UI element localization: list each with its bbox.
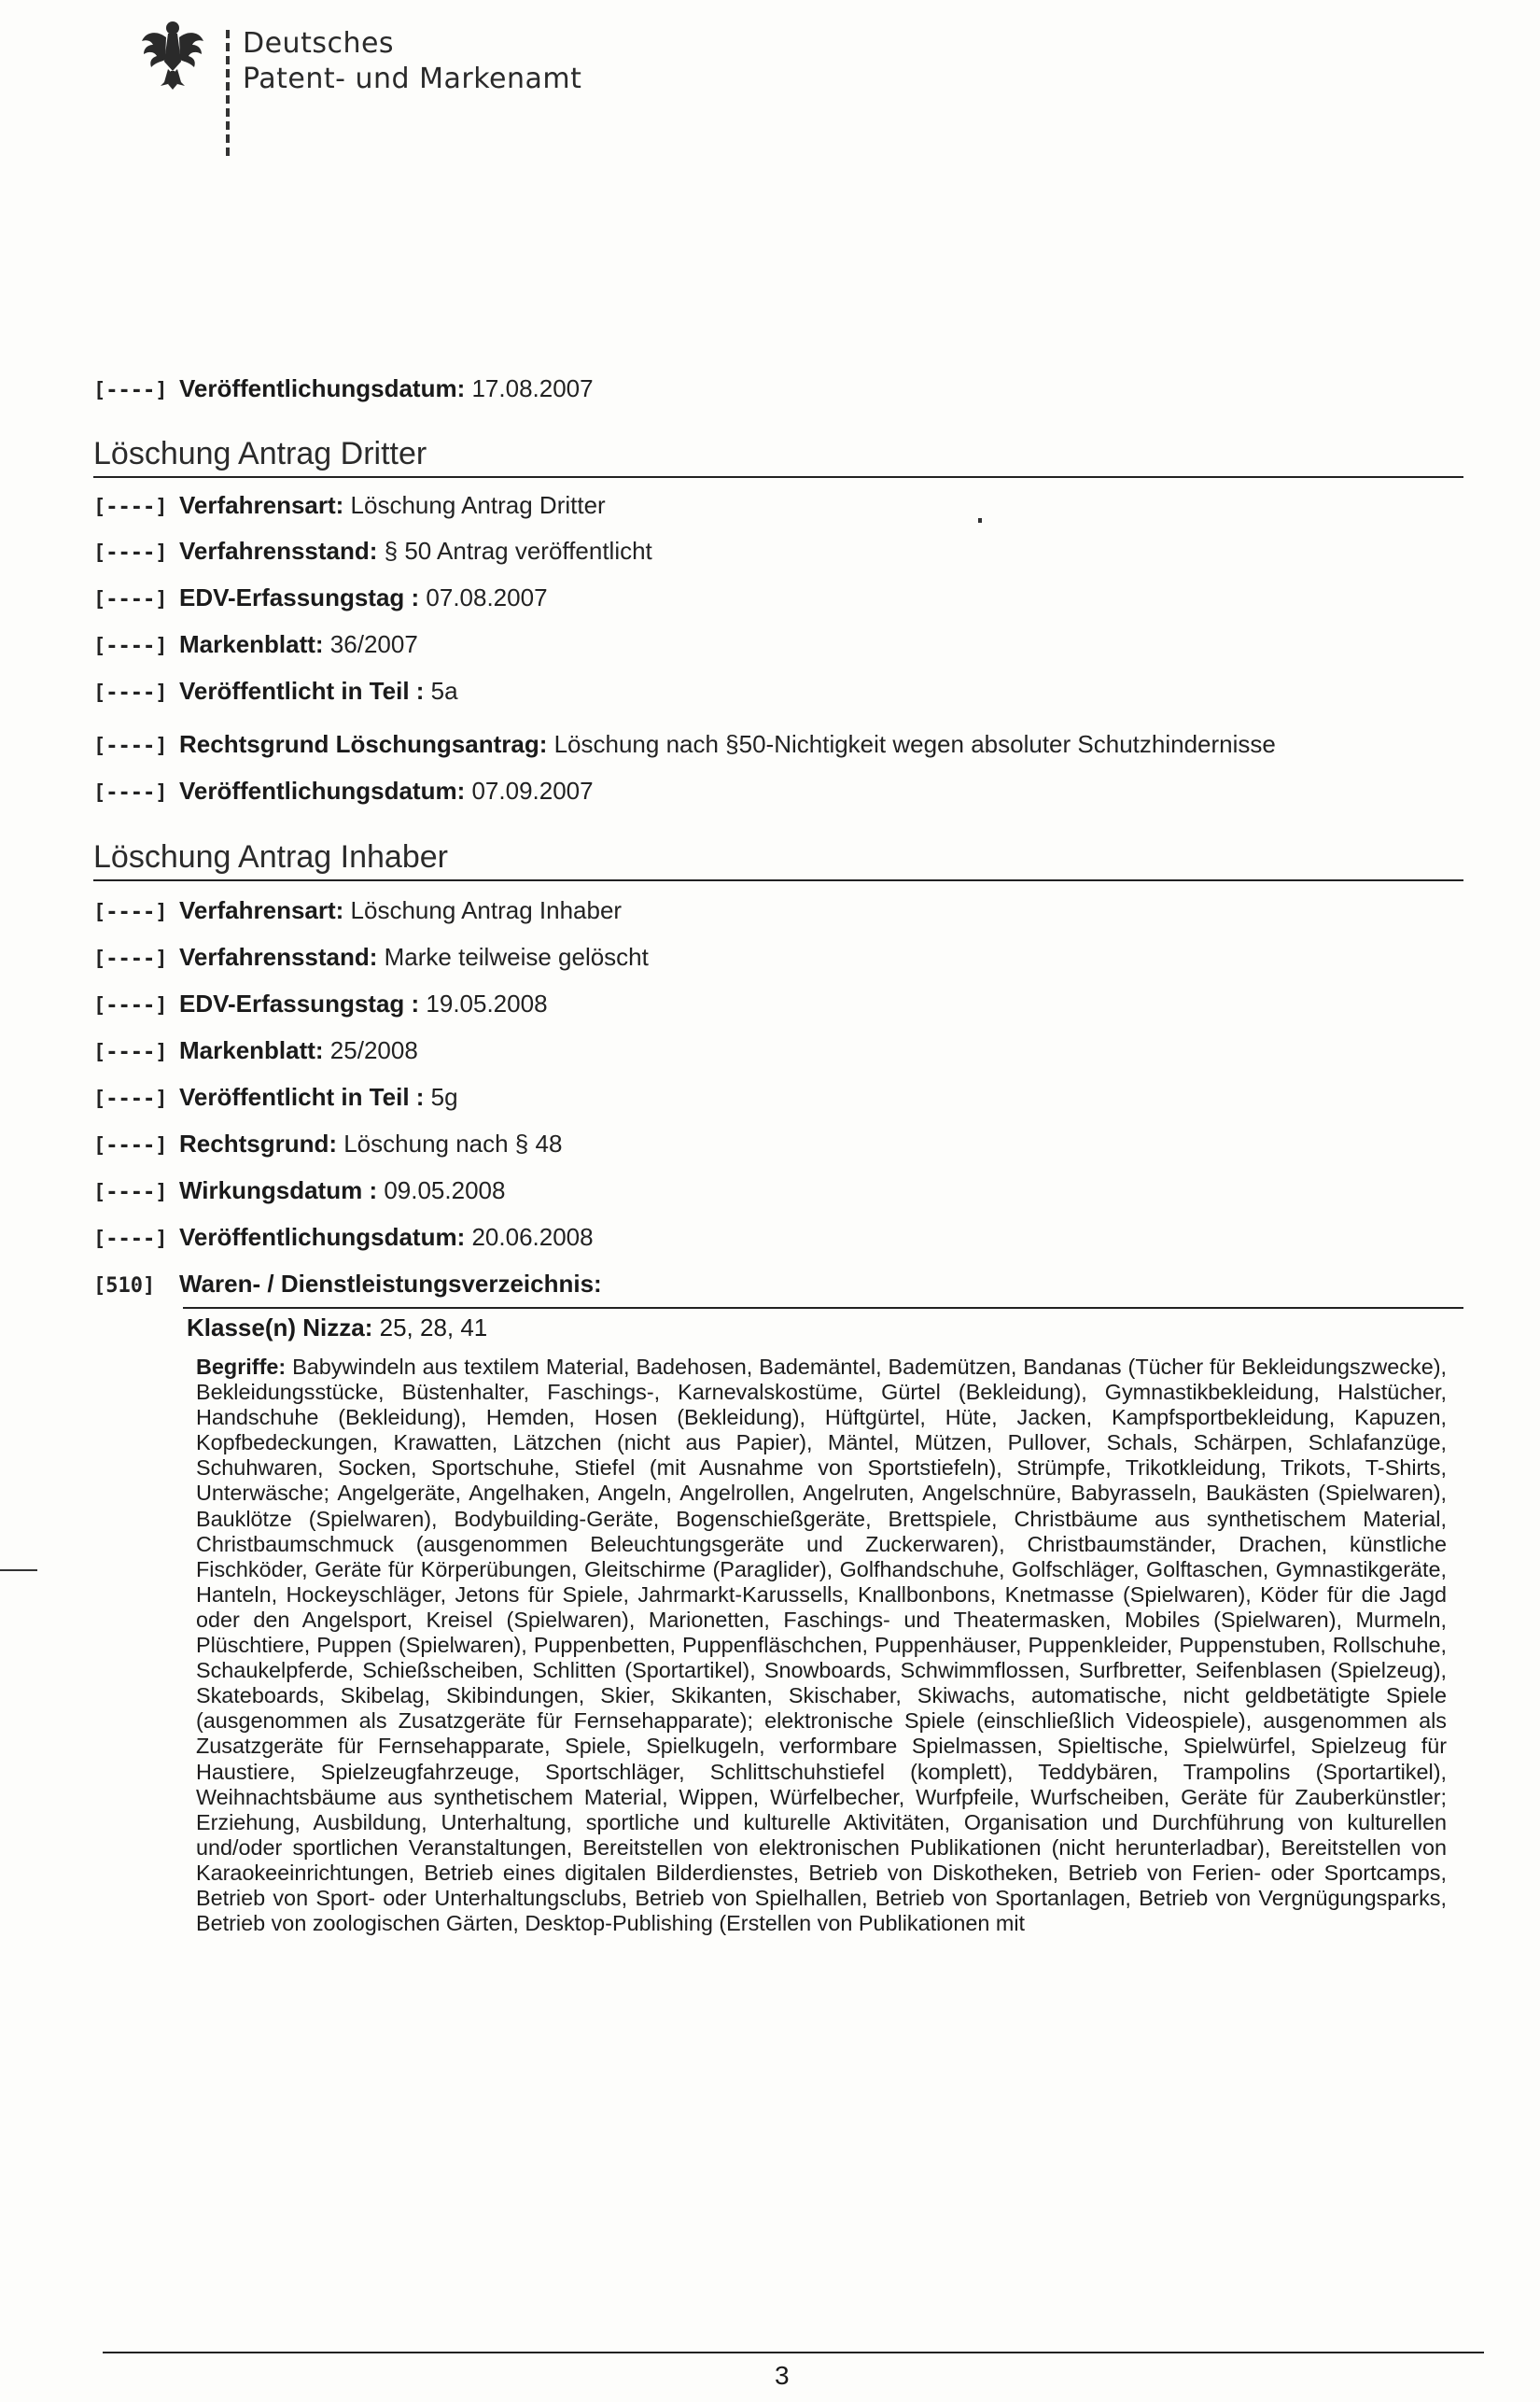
- goods-services-terms: [196, 1355, 1447, 1936]
- letterhead-bar: [226, 30, 230, 161]
- entry-tag: [----]: [93, 379, 168, 402]
- terms-label: Begriffe:: [196, 1355, 287, 1379]
- entry-label: EDV-Erfassungstag :: [179, 583, 420, 611]
- entry-goods-services-heading: [93, 1266, 602, 1301]
- entry-value: 5a: [424, 677, 458, 705]
- entry-value: Löschung nach §50-Nichtigkeit wegen absoluter Schutzhindernisse: [547, 730, 1276, 758]
- entry-tag: [----]: [93, 1041, 168, 1064]
- entry-tag: [----]: [93, 1088, 168, 1111]
- entry-tag: [----]: [93, 901, 168, 924]
- section-divider: [93, 879, 1463, 881]
- entry-row: [93, 1173, 505, 1208]
- entry-value: Löschung Antrag Dritter: [343, 491, 606, 519]
- entry-value: 5g: [424, 1083, 458, 1111]
- entry-row: [93, 533, 652, 569]
- entry-tag: [----]: [93, 994, 168, 1018]
- entry-value: Löschung Antrag Inhaber: [343, 896, 623, 924]
- entry-value: 17.08.2007: [465, 374, 594, 402]
- scan-speck: [978, 518, 982, 523]
- nice-classes: [187, 1312, 487, 1343]
- entry-tag: [----]: [93, 635, 168, 658]
- entry-tag: [----]: [93, 681, 168, 705]
- entry-tag: [----]: [93, 1134, 168, 1158]
- entry-label: Verfahrensstand:: [179, 537, 378, 565]
- entry-row: [93, 726, 1276, 762]
- entry-value: 09.05.2008: [377, 1176, 506, 1204]
- footer-divider: [103, 2352, 1484, 2353]
- terms-text: Babywindeln aus textilem Material, Badehosen, Bademäntel, Bademützen, Bandanas (Tücher für Bekleidungszwecke), Bekleidungsstücke, Büstenhalter, Faschings-, Karnevalskostüme, Gürtel (Bekleidung), Gymnastikbekleidung, Halstücher, Handschuhe (Bekleidung), Hemden, Hosen (Bekleidung), Hüftgürtel, Hüte, Jacken, Kampfsportbekleidung, Kapuzen, Kopfbedeckungen, Krawatten, Lätzchen (nicht aus Papier), Mäntel, Mützen, Pullover, Schals, Schärpen, Schlafanzüge, Schuhwaren, Socken, Sportschuhe, Stiefel (mit Ausnahme von Sportstiefeln), Strümpfe, Trikotkleidung, Trikots, T-Shirts, Unterwäsche; Angelgeräte, Angelhaken, Angeln, Angelrollen, Angelruten, Angelschnüre, Babyrasseln, Baukästen (Spielwaren), Bauklötze (Spielwaren), Bodybuilding-Geräte, Bogenschießgeräte, Brettspiele, Christbäume aus synthetischem Material, Christbaumschmuck (ausgenommen Beleuchtungsgeräte und Zuckerwaren), Christbaumständer, Drachen, künstliche Fischköder, Geräte für Körperübungen, Gleitschirme (Paraglider), Golfhandschuhe, Golfschläger, Golftaschen, Gymnastikgeräte, Hanteln, Hockeyschläger, Jetons für Spiele, Jahrmarkt-Karussells, Knallbonbons, Knetmasse (Spielwaren), Köder für die Jagd oder den Angelsport, Kreisel (Spielwaren), Marionetten, Faschings- und Theatermasken, Mobiles (Spielwaren), Murmeln, Plüschtiere, Puppen (Spielwaren), Puppenbetten, Puppenfläschchen, Puppenhäuser, Puppenkleider, Puppenstuben, Rollschuhe, Schaukelpferde, Schießscheiben, Schlitten (Sportartikel), Snowboards, Schwimmflossen, Surfbretter, Seifenblasen (Spielzeug), Skateboards, Skibelag, Skibindungen, Skier, Skikanten, Skischaber, Skiwachs, automatische, nicht geldbetätigte Spiele (ausgenommen als Zusatzgeräte für Fernsehapparate); elektronische Spiele (einschließlich Videospiele), ausgenommen als Zusatzgeräte für Fernsehapparate, Spiele, Spielkugeln, verformbare Spielmassen, Spieltische, Spielwürfel, Spielzeug für Haustiere, Spielzeugfahrzeuge, Sportschläger, Schlittschuhstiefel (komplett), Teddybären, Trampolins (Sportartikel), Weihnachtsbäume aus synthetischem Material, Wippen, Würfelbecher, Wurfpfeile, Wurfscheiben, Geräte für Zauberkünstler; Erziehung, Ausbildung, Unterhaltung, sportliche und kulturelle Aktivitäten, Organisation und Durchführung von kulturellen und/oder sportlichen Veranstaltungen, Bereitstellen von elektronischen Publikationen (nicht herunterladbar), Bereitstellen von Karaokeeinrichtungen, Betrieb eines digitalen Bilderdienstes, Betrieb von Diskotheken, Betrieb von Ferien- oder Sportcamps, Betrieb von Sport- oder Unterhaltungsclubs, Betrieb von Spielhallen, Betrieb von Sportanlagen, Betrieb von Vergnügungsparks, Betrieb von zoologischen Gärten, Desktop-Publishing (Erstellen von Publikationen mit: [196, 1355, 1447, 1936]
- entry-row: [93, 1219, 594, 1255]
- entry-row: [93, 1032, 418, 1068]
- entry-value: 19.05.2008: [419, 990, 548, 1018]
- entry-tag: [----]: [93, 781, 168, 805]
- entry-label: EDV-Erfassungstag :: [179, 990, 420, 1018]
- entry-value: 07.09.2007: [465, 777, 594, 805]
- entry-value: Marke teilweise gelöscht: [377, 943, 649, 971]
- entry-label: Rechtsgrund Löschungsantrag:: [179, 730, 548, 758]
- nice-classes-label: Klasse(n) Nizza:: [187, 1313, 373, 1341]
- entry-value: § 50 Antrag veröffentlicht: [377, 537, 652, 565]
- entry-row: [93, 487, 606, 523]
- entry-row: [93, 986, 548, 1021]
- entry-tag: [----]: [93, 496, 168, 519]
- entry-label: Veröffentlicht in Teil :: [179, 677, 425, 705]
- entry-label: Rechtsgrund:: [179, 1130, 337, 1158]
- entry-label: Verfahrensart:: [179, 491, 344, 519]
- entry-tag: [510]: [93, 1274, 156, 1298]
- entry-label: Veröffentlichungsdatum:: [179, 1223, 466, 1251]
- section-title: Löschung Antrag Inhaber: [93, 839, 448, 875]
- entry-label: Veröffentlicht in Teil :: [179, 1083, 425, 1111]
- entry-row: [93, 626, 418, 662]
- entry-label: Verfahrensart:: [179, 896, 344, 924]
- entry-label: Veröffentlichungsdatum:: [179, 374, 466, 402]
- entry-label: Verfahrensstand:: [179, 943, 378, 971]
- entry-tag: [----]: [93, 1228, 168, 1251]
- entry-label: Wirkungsdatum :: [179, 1176, 378, 1204]
- goods-divider: [183, 1307, 1463, 1309]
- entry-row: [93, 939, 649, 975]
- entry-label: Markenblatt:: [179, 630, 324, 658]
- entry-tag: [----]: [93, 541, 168, 565]
- entry-tag: [----]: [93, 1181, 168, 1204]
- entry-row: [93, 673, 458, 709]
- entry-row: [93, 580, 548, 615]
- margin-mark: [0, 1569, 37, 1571]
- entry-label: Markenblatt:: [179, 1036, 324, 1064]
- entry-value: Löschung nach § 48: [337, 1130, 563, 1158]
- entry-row: [93, 773, 594, 808]
- entry-label: Waren- / Dienstleistungsverzeichnis:: [179, 1270, 602, 1298]
- section-divider: [93, 476, 1463, 478]
- institution-name: [243, 26, 581, 97]
- entry-publication-date: [93, 371, 594, 406]
- entry-tag: [----]: [93, 735, 168, 758]
- federal-eagle-icon: [140, 17, 205, 91]
- letterhead: [140, 17, 582, 194]
- entry-value: 36/2007: [323, 630, 418, 658]
- entry-row: [93, 1079, 458, 1115]
- entry-tag: [----]: [93, 588, 168, 611]
- institution-name-line1: Deutsches: [243, 27, 395, 60]
- institution-name-line2: Patent- und Markenamt: [243, 63, 582, 95]
- entry-value: 20.06.2008: [465, 1223, 594, 1251]
- entry-value: 25/2008: [323, 1036, 418, 1064]
- section-title: Löschung Antrag Dritter: [93, 436, 427, 471]
- entry-row: [93, 1126, 562, 1161]
- entry-row: [93, 892, 622, 928]
- page-number: 3: [775, 2361, 790, 2390]
- entry-value: 07.08.2007: [419, 583, 548, 611]
- nice-classes-value: 25, 28, 41: [372, 1313, 488, 1341]
- entry-tag: [----]: [93, 948, 168, 971]
- entry-label: Veröffentlichungsdatum:: [179, 777, 466, 805]
